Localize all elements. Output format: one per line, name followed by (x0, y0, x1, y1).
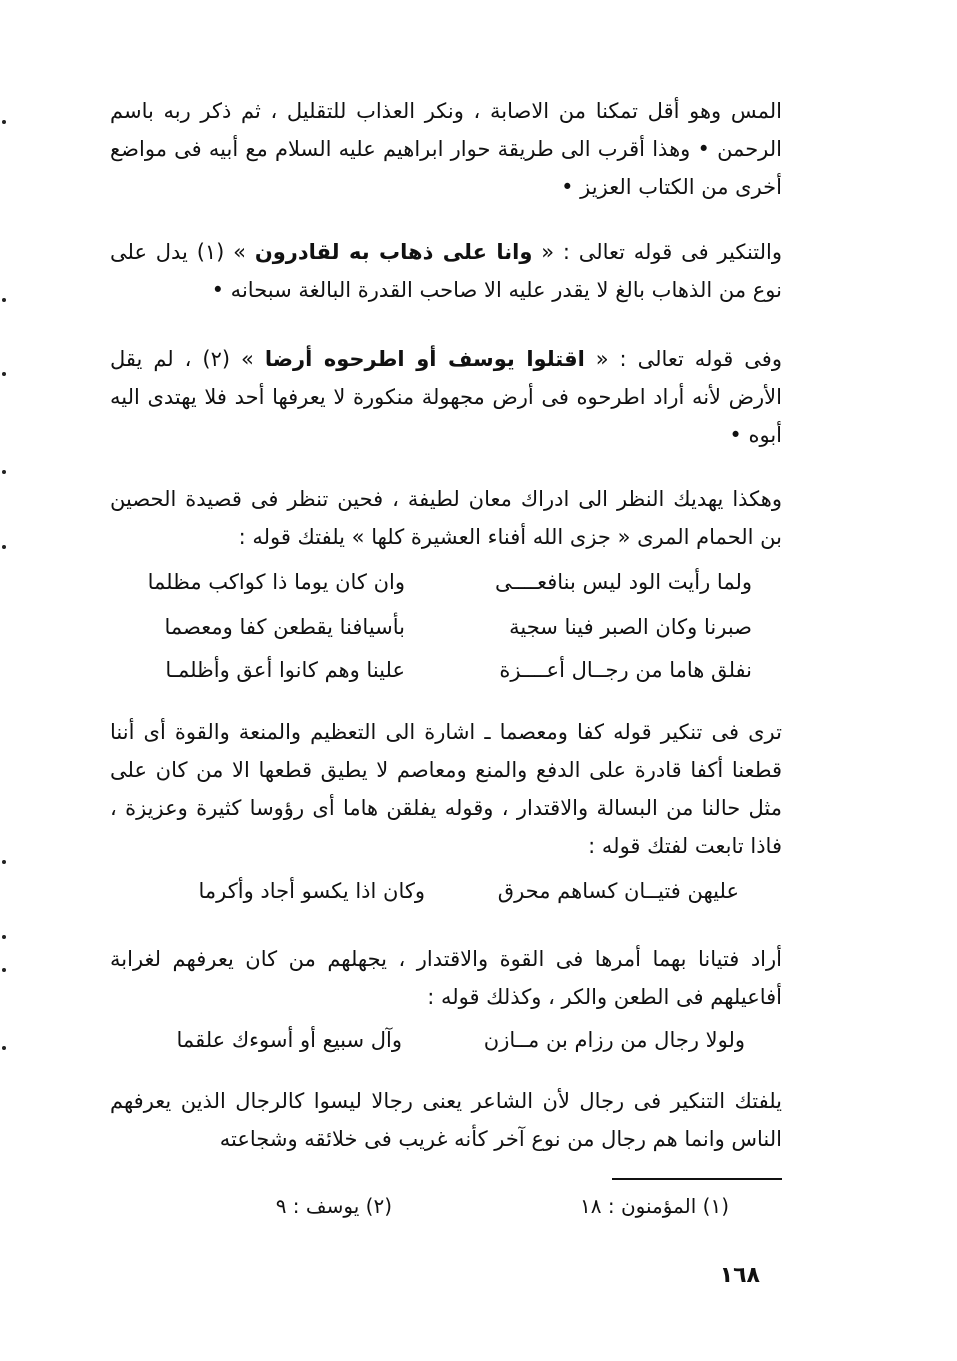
paragraph-text: » (١) يدل على نوع من الذهاب بالغ لا يقدر عليه الا صاحب القدرة البالغة سبحانه • (110, 240, 782, 302)
verse-1-first-hemistich: ولما رأيت الود ليس بنافعــــى (494, 570, 752, 594)
scan-speck (2, 860, 6, 864)
verse-2-first-hemistich: صبرنا وكان الصبر فينا سجية (509, 615, 752, 639)
scan-speck (2, 298, 6, 302)
verse-5-first-hemistich: ولولا رجال من رزام بن مــازن (483, 1028, 745, 1052)
footnote-2: (٢) يوسف : ٩ (275, 1194, 392, 1218)
paragraph-text: والتنكير فى قوله تعالى : « (541, 240, 782, 264)
verse-5-second-hemistich: وآل سبيع أو أسوءك علقما (176, 1028, 402, 1052)
verse-4-first-hemistich: عليهن فتيــان كساهم محرق (497, 879, 739, 903)
paragraph-text: أراد فتيانا بهما أمرها فى القوة والاقتدار ، يجهلهم من كان يعرفهم لغرابة أفاعيلهم فى الطعن والكر ، وكذلك قوله : (110, 947, 782, 1009)
paragraph-intro (110, 92, 782, 206)
scan-speck (2, 120, 6, 124)
paragraph-text: وهكذا يهديك النظر الى ادراك معان لطيفة ، فحين تنظر فى قصيدة الحصين بن الحمام المرى « جزى الله أفناء العشيرة كلها » يلفتك قوله : (110, 487, 782, 549)
paragraph-rijal (110, 1082, 782, 1158)
paragraph-tankir (110, 713, 782, 865)
footnote-divider (612, 1178, 782, 1180)
quran-quote: اقتلوا يوسف أو اطرحوه أرضا (264, 347, 585, 371)
scan-speck (2, 545, 6, 549)
scan-speck (2, 372, 6, 376)
page-number: ١٦٨ (719, 1263, 760, 1288)
quran-quote: وانا على ذهاب به لقادرون (254, 240, 533, 264)
footnote-1: (١) المؤمنون : ١٨ (580, 1194, 729, 1218)
paragraph-text: المس وهو أقل تمكنا من الاصابة ، ونكر العذاب للتقليل ، ثم ذكر ربه باسم الرحمن • وهذا أقرب الى طريقة حوار ابراهيم عليه السلام مع أبيه فى مواضع أخرى من الكتاب العزيز • (110, 99, 782, 199)
paragraph-yusuf (110, 340, 782, 454)
paragraph-dhahab (110, 233, 782, 309)
scan-speck (2, 968, 6, 972)
paragraph-text: يلفتك التنكير فى رجال لأن الشاعر يعنى رجالا ليسوا كالرجال الذين يعرفهم الناس وانما هم رجال من نوع آخر كأنه غريب فى خلائقه وشجاعته (110, 1089, 782, 1151)
paragraph-fityan (110, 940, 782, 1016)
verse-4-second-hemistich: وكان اذا يكسو أجاد وأكرما (198, 879, 425, 903)
verse-2-second-hemistich: بأسيافنا يقطعن كفا ومعصما (164, 615, 405, 639)
paragraph-husayn (110, 480, 782, 556)
verse-3-second-hemistich: علينا وهم كانوا أعق وأظلمـا (165, 658, 405, 682)
scan-speck (2, 1046, 6, 1050)
paragraph-text: ترى فى تنكير قوله كفا ومعصما ـ اشارة الى التعظيم والمنعة والقوة أى أننا قطعنا أكفا قادرة على الدفع والمنع ومعاصم لا يطيق قطعها الا من كان على مثل حالنا من البسالة والاقتدار ، وقوله يفلقن هاما أى رؤوسا كثيرة وعزيزة ، فاذا تابعت لفتك قوله : (110, 720, 782, 858)
paragraph-text: وفى قوله تعالى : « (595, 347, 782, 371)
paragraph-text: » (٢) ، لم يقل الأرض لأنه أراد اطرحوه فى أرض مجهولة منكورة لا يعرفها أحد فلا يهتدى اليه أبوه • (110, 347, 782, 447)
verse-3-first-hemistich: نفلق هاما من رجــال أعــــزة (499, 658, 752, 682)
scan-speck (2, 470, 6, 474)
verse-1-second-hemistich: وان كان يوما ذا كواكب مظلما (147, 570, 405, 594)
scan-speck (2, 935, 6, 939)
